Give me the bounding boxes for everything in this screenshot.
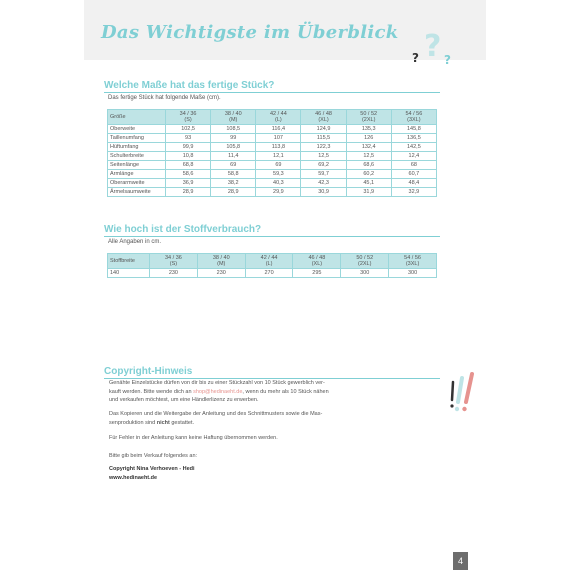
header-cell: 46 / 48 (XL) xyxy=(301,110,346,125)
table-cell: 28,9 xyxy=(166,188,211,197)
table-cell: 68,6 xyxy=(346,161,391,170)
table-row xyxy=(108,170,437,179)
copyright-credit: Copyright Nina Verhoeven - Hedi xyxy=(109,466,195,472)
copy-line xyxy=(109,388,329,397)
table-cell: 30,9 xyxy=(301,188,346,197)
table-row xyxy=(108,269,437,278)
table-row xyxy=(108,161,437,170)
table-header-row xyxy=(108,110,437,125)
table-cell: 58,8 xyxy=(211,170,256,179)
table-cell: 122,3 xyxy=(301,143,346,152)
header-cell: 42 / 44 (L) xyxy=(256,110,301,125)
table-cell: 38,2 xyxy=(211,179,256,188)
svg-text:?: ? xyxy=(444,53,451,67)
header-cell: 54 / 56 (3XL) xyxy=(391,110,436,125)
header-cell: 50 / 52 (2XL) xyxy=(346,110,391,125)
table-cell: 59,3 xyxy=(256,170,301,179)
header-cell: 50 / 52 (2XL) xyxy=(341,254,389,269)
table-row xyxy=(108,143,437,152)
section-fabric-subtitle: Alle Angaben in cm. xyxy=(108,239,162,245)
table-cell: 59,7 xyxy=(301,170,346,179)
header-cell: 38 / 40 (M) xyxy=(197,254,245,269)
table-cell: 132,4 xyxy=(346,143,391,152)
table-cell: 69 xyxy=(211,161,256,170)
table-cell: 270 xyxy=(245,269,293,278)
header-cell: 38 / 40 (M) xyxy=(211,110,256,125)
row-label: Armlänge xyxy=(108,170,166,179)
row-label: Hüftumfang xyxy=(108,143,166,152)
table-row xyxy=(108,134,437,143)
svg-text:?: ? xyxy=(424,29,442,64)
section-divider xyxy=(104,92,440,93)
table-row xyxy=(108,125,437,134)
table-cell: 126 xyxy=(346,134,391,143)
table-cell: 300 xyxy=(389,269,437,278)
table-cell: 124,9 xyxy=(301,125,346,134)
table-row xyxy=(108,152,437,161)
header-cell: Größe xyxy=(108,110,166,125)
table-cell: 295 xyxy=(293,269,341,278)
copy-line xyxy=(109,419,322,428)
row-label: Seitenlänge xyxy=(108,161,166,170)
table-cell: 58,6 xyxy=(166,170,211,179)
table-cell: 60,7 xyxy=(391,170,436,179)
table-cell: 42,3 xyxy=(301,179,346,188)
svg-text:?: ? xyxy=(412,51,419,65)
copy-bold: nicht xyxy=(156,419,170,426)
fabric-table xyxy=(107,253,437,278)
table-cell: 68,8 xyxy=(166,161,211,170)
section-divider xyxy=(104,236,440,237)
table-cell: 11,4 xyxy=(211,152,256,161)
copy-text: kauft werden. Bitte wende dich an xyxy=(109,388,194,395)
table-cell: 69 xyxy=(256,161,301,170)
table-cell: 36,9 xyxy=(166,179,211,188)
copyright-paragraph-2 xyxy=(109,410,322,427)
table-cell: 300 xyxy=(341,269,389,278)
table-cell: 32,9 xyxy=(391,188,436,197)
table-cell: 69,2 xyxy=(301,161,346,170)
table-cell: 28,9 xyxy=(211,188,256,197)
header-cell: 34 / 36 (S) xyxy=(150,254,198,269)
header-cell: 42 / 44 (L) xyxy=(245,254,293,269)
header-cell: 34 / 36 (S) xyxy=(166,110,211,125)
copy-text: senproduktion sind xyxy=(109,419,157,426)
header-cell: 46 / 48 (XL) xyxy=(293,254,341,269)
table-cell: 10,8 xyxy=(166,152,211,161)
table-cell: 29,9 xyxy=(256,188,301,197)
copy-text: , wenn du mehr als 10 Stück nähen xyxy=(242,388,329,395)
table-row xyxy=(108,179,437,188)
header-cell: Stoffbreite xyxy=(108,254,150,269)
row-label: Schulterbreite xyxy=(108,152,166,161)
table-cell: 115,5 xyxy=(301,134,346,143)
table-cell: 12,5 xyxy=(301,152,346,161)
table-cell: 135,3 xyxy=(346,125,391,134)
copyright-paragraph-4: Bitte gib beim Verkauf folgendes an: xyxy=(109,453,198,459)
table-cell: 136,5 xyxy=(391,134,436,143)
row-label: Taillenumfang xyxy=(108,134,166,143)
row-label: Ärmelsaumweite xyxy=(108,188,166,197)
section-measurements-subtitle: Das fertige Stück hat folgende Maße (cm). xyxy=(108,95,221,101)
section-copyright-title: Copyright-Hinweis xyxy=(104,366,193,377)
section-fabric-title: Wie hoch ist der Stoffverbrauch? xyxy=(104,224,262,235)
table-cell: 105,8 xyxy=(211,143,256,152)
table-cell: 12,5 xyxy=(346,152,391,161)
header-cell: 54 / 56 (3XL) xyxy=(389,254,437,269)
table-cell: 60,2 xyxy=(346,170,391,179)
copy-text: gestattet. xyxy=(169,419,194,426)
page-number: 4 xyxy=(453,552,468,570)
table-cell: 102,5 xyxy=(166,125,211,134)
table-cell: 108,5 xyxy=(211,125,256,134)
website-link[interactable]: www.hedinaeht.de xyxy=(109,475,158,481)
table-cell: 142,5 xyxy=(391,143,436,152)
table-cell: 145,8 xyxy=(391,125,436,134)
table-cell: 99 xyxy=(211,134,256,143)
table-cell: 45,1 xyxy=(346,179,391,188)
email-link[interactable]: shop@hedinaeht.de xyxy=(193,388,243,395)
copy-line: und verkaufen möchtest, um eine Händlerlizenz zu erwerben. xyxy=(109,397,259,403)
table-cell: 113,8 xyxy=(256,143,301,152)
copyright-paragraph-3: Für Fehler in der Anleitung kann keine Haftung übernommen werden. xyxy=(109,435,278,441)
table-cell: 12,4 xyxy=(391,152,436,161)
table-cell: 230 xyxy=(150,269,198,278)
measurements-table xyxy=(107,109,437,197)
row-label: Oberweite xyxy=(108,125,166,134)
copy-line: Genähte Einzelstücke dürfen von dir bis zu einer Stückzahl von 10 Stück gewerblich ver- xyxy=(109,380,325,386)
table-cell: 68 xyxy=(391,161,436,170)
table-header-row xyxy=(108,254,437,269)
table-cell: 40,3 xyxy=(256,179,301,188)
table-cell: 107 xyxy=(256,134,301,143)
table-cell: 230 xyxy=(197,269,245,278)
row-label: 140 xyxy=(108,269,150,278)
table-cell: 93 xyxy=(166,134,211,143)
row-label: Oberarmweite xyxy=(108,179,166,188)
table-cell: 31,9 xyxy=(346,188,391,197)
page-title: Das Wichtigste im Überblick xyxy=(101,22,399,43)
table-cell: 12,1 xyxy=(256,152,301,161)
section-measurements-title: Welche Maße hat das fertige Stück? xyxy=(104,80,275,91)
table-cell: 116,4 xyxy=(256,125,301,134)
copyright-paragraph-1 xyxy=(109,379,329,405)
table-row xyxy=(108,188,437,197)
table-cell: 99,9 xyxy=(166,143,211,152)
exclamation-marks-icon xyxy=(446,370,476,414)
copy-line: Das Kopieren und die Weitergabe der Anleitung und des Schnittmusters sowie die Mas- xyxy=(109,411,323,417)
question-marks-icon xyxy=(410,28,460,68)
table-cell: 48,4 xyxy=(391,179,436,188)
